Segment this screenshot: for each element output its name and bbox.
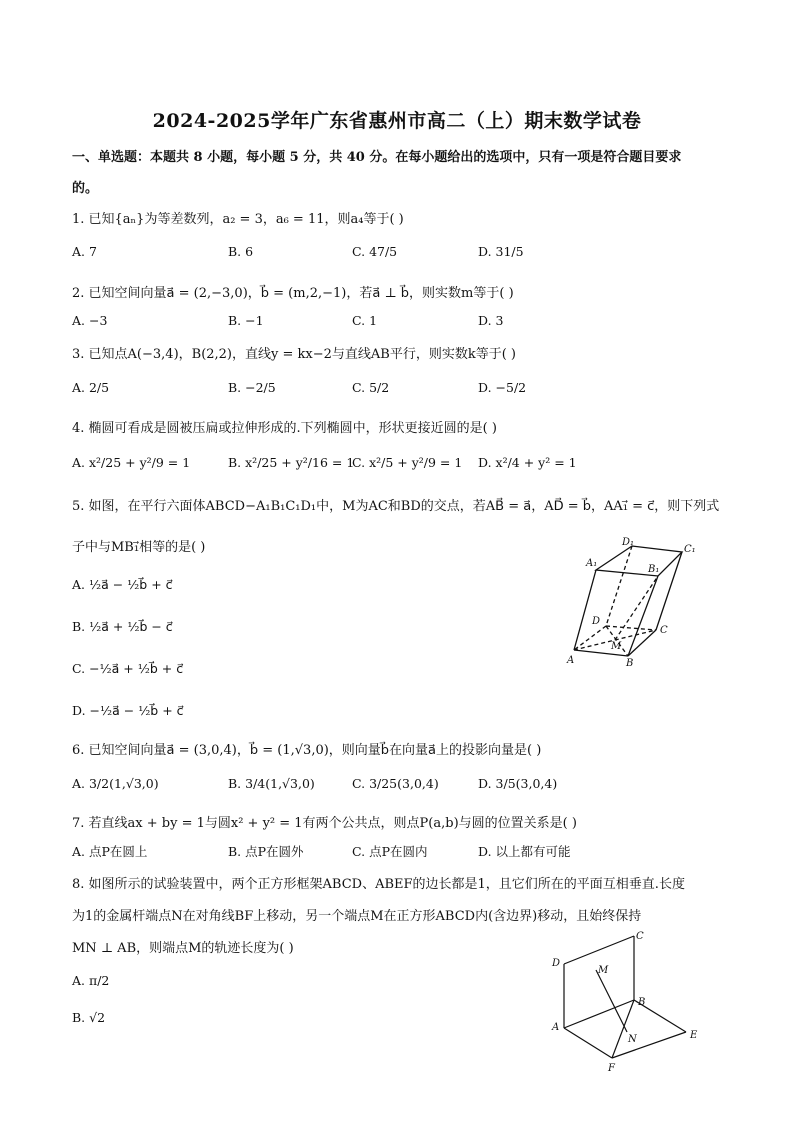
q5-option-b: B. ½a⃗ + ½b⃗ − c⃗ bbox=[72, 619, 173, 634]
q6-option-d: D. 3/5(3,0,4) bbox=[478, 776, 558, 791]
label-d1: D₁ bbox=[622, 537, 635, 548]
question-1-stem: 1. 已知{aₙ}为等差数列，a₂ = 3，a₆ = 11，则a₄等于( ) bbox=[72, 212, 404, 227]
q1-option-a: A. 7 bbox=[72, 244, 97, 259]
label-b: B bbox=[638, 997, 646, 1008]
q2-option-b: B. −1 bbox=[228, 313, 264, 328]
q3-option-b: B. −2/5 bbox=[228, 380, 276, 395]
q3-option-d: D. −5/2 bbox=[478, 380, 527, 395]
label-f: F bbox=[608, 1063, 615, 1074]
label-c: C bbox=[660, 625, 668, 636]
q5-option-a: A. ½a⃗ − ½b⃗ + c⃗ bbox=[72, 577, 173, 592]
label-a: A bbox=[552, 1022, 560, 1033]
parallelepiped-figure bbox=[560, 532, 710, 670]
q4-option-b: B. x²/25 + y²/16 = 1 bbox=[228, 455, 355, 470]
label-b: B bbox=[626, 658, 634, 669]
q2-option-d: D. 3 bbox=[478, 313, 504, 328]
label-c: C bbox=[636, 931, 644, 942]
q6-option-a: A. 3/2(1,√3,0) bbox=[72, 776, 159, 791]
question-8-stem-line2: 为1的金属杆端点N在对角线BF上移动，另一个端点M在正方形ABCD内(含边界)移动，且始终保持 bbox=[72, 909, 642, 924]
label-a: A bbox=[567, 655, 575, 666]
label-e: E bbox=[690, 1030, 698, 1041]
q4-option-a: A. x²/25 + y²/9 = 1 bbox=[72, 455, 191, 470]
q2-option-c: C. 1 bbox=[352, 313, 378, 328]
q5-option-c: C. −½a⃗ + ½b⃗ + c⃗ bbox=[72, 661, 184, 676]
q4-option-c: C. x²/5 + y²/9 = 1 bbox=[352, 455, 463, 470]
question-5-stem-line2: 子中与MB₁⃗相等的是( ) bbox=[72, 540, 206, 555]
section-heading-line1: 一、单选题：本题共 8 小题，每小题 5 分，共 40 分。在每小题给出的选项中，只有一项是符合题目要求 bbox=[72, 150, 682, 165]
label-d: D bbox=[552, 958, 561, 969]
q1-option-b: B. 6 bbox=[228, 244, 254, 259]
q2-option-a: A. −3 bbox=[72, 313, 108, 328]
square-frames-figure bbox=[540, 924, 710, 1074]
q7-option-b: B. 点P在圆外 bbox=[228, 844, 304, 859]
q3-option-c: C. 5/2 bbox=[352, 380, 390, 395]
question-2-stem: 2. 已知空间向量a⃗ = (2,−3,0)，b⃗ = (m,2,−1)，若a⃗ ⊥ b⃗，则实数m等于( ) bbox=[72, 286, 514, 301]
q7-option-c: C. 点P在圆内 bbox=[352, 844, 428, 859]
q8-option-b: B. √2 bbox=[72, 1010, 106, 1025]
label-a1: A₁ bbox=[586, 558, 598, 569]
label-m: M bbox=[598, 965, 609, 976]
question-8-stem-line1: 8. 如图所示的试验装置中，两个正方形框架ABCD、ABEF的边长都是1，且它们所在的平面互相垂直.长度 bbox=[72, 877, 685, 892]
q6-option-c: C. 3/25(3,0,4) bbox=[352, 776, 439, 791]
question-7-stem: 7. 若直线ax + by = 1与圆x² + y² = 1有两个公共点，则点P(a,b)与圆的位置关系是( ) bbox=[72, 816, 577, 831]
page-title: 2024-2025学年广东省惠州市高二（上）期末数学试卷 bbox=[152, 110, 642, 132]
question-8-stem-line3: MN ⊥ AB，则端点M的轨迹长度为( ) bbox=[72, 941, 294, 956]
question-4-stem: 4. 椭圆可看成是圆被压扁或拉伸形成的.下列椭圆中，形状更接近圆的是( ) bbox=[72, 421, 497, 436]
q6-option-b: B. 3/4(1,√3,0) bbox=[228, 776, 315, 791]
question-6-stem: 6. 已知空间向量a⃗ = (3,0,4)，b⃗ = (1,√3,0)，则向量b⃗在向量a⃗上的投影向量是( ) bbox=[72, 743, 542, 758]
label-n: N bbox=[628, 1034, 637, 1045]
q7-option-d: D. 以上都有可能 bbox=[478, 844, 571, 859]
section-heading-line2: 的。 bbox=[72, 181, 99, 196]
q4-option-d: D. x²/4 + y² = 1 bbox=[478, 455, 577, 470]
q5-option-d: D. −½a⃗ − ½b⃗ + c⃗ bbox=[72, 703, 184, 718]
question-5-stem-line1: 5. 如图，在平行六面体ABCD−A₁B₁C₁D₁中，M为AC和BD的交点，若AB⃗ = a⃗，AD⃗ = b⃗，AA₁⃗ = c⃗，则下列式 bbox=[72, 499, 720, 514]
q7-option-a: A. 点P在圆上 bbox=[72, 844, 148, 859]
label-d: D bbox=[592, 616, 601, 627]
q1-option-c: C. 47/5 bbox=[352, 244, 398, 259]
label-c1: C₁ bbox=[684, 544, 696, 555]
q1-option-d: D. 31/5 bbox=[478, 244, 524, 259]
label-m: M bbox=[611, 641, 622, 652]
q3-option-a: A. 2/5 bbox=[72, 380, 110, 395]
question-3-stem: 3. 已知点A(−3,4)，B(2,2)，直线y = kx−2与直线AB平行，则实数k等于( ) bbox=[72, 347, 516, 362]
q8-option-a: A. π/2 bbox=[72, 973, 110, 988]
label-b1: B₁ bbox=[648, 564, 660, 575]
